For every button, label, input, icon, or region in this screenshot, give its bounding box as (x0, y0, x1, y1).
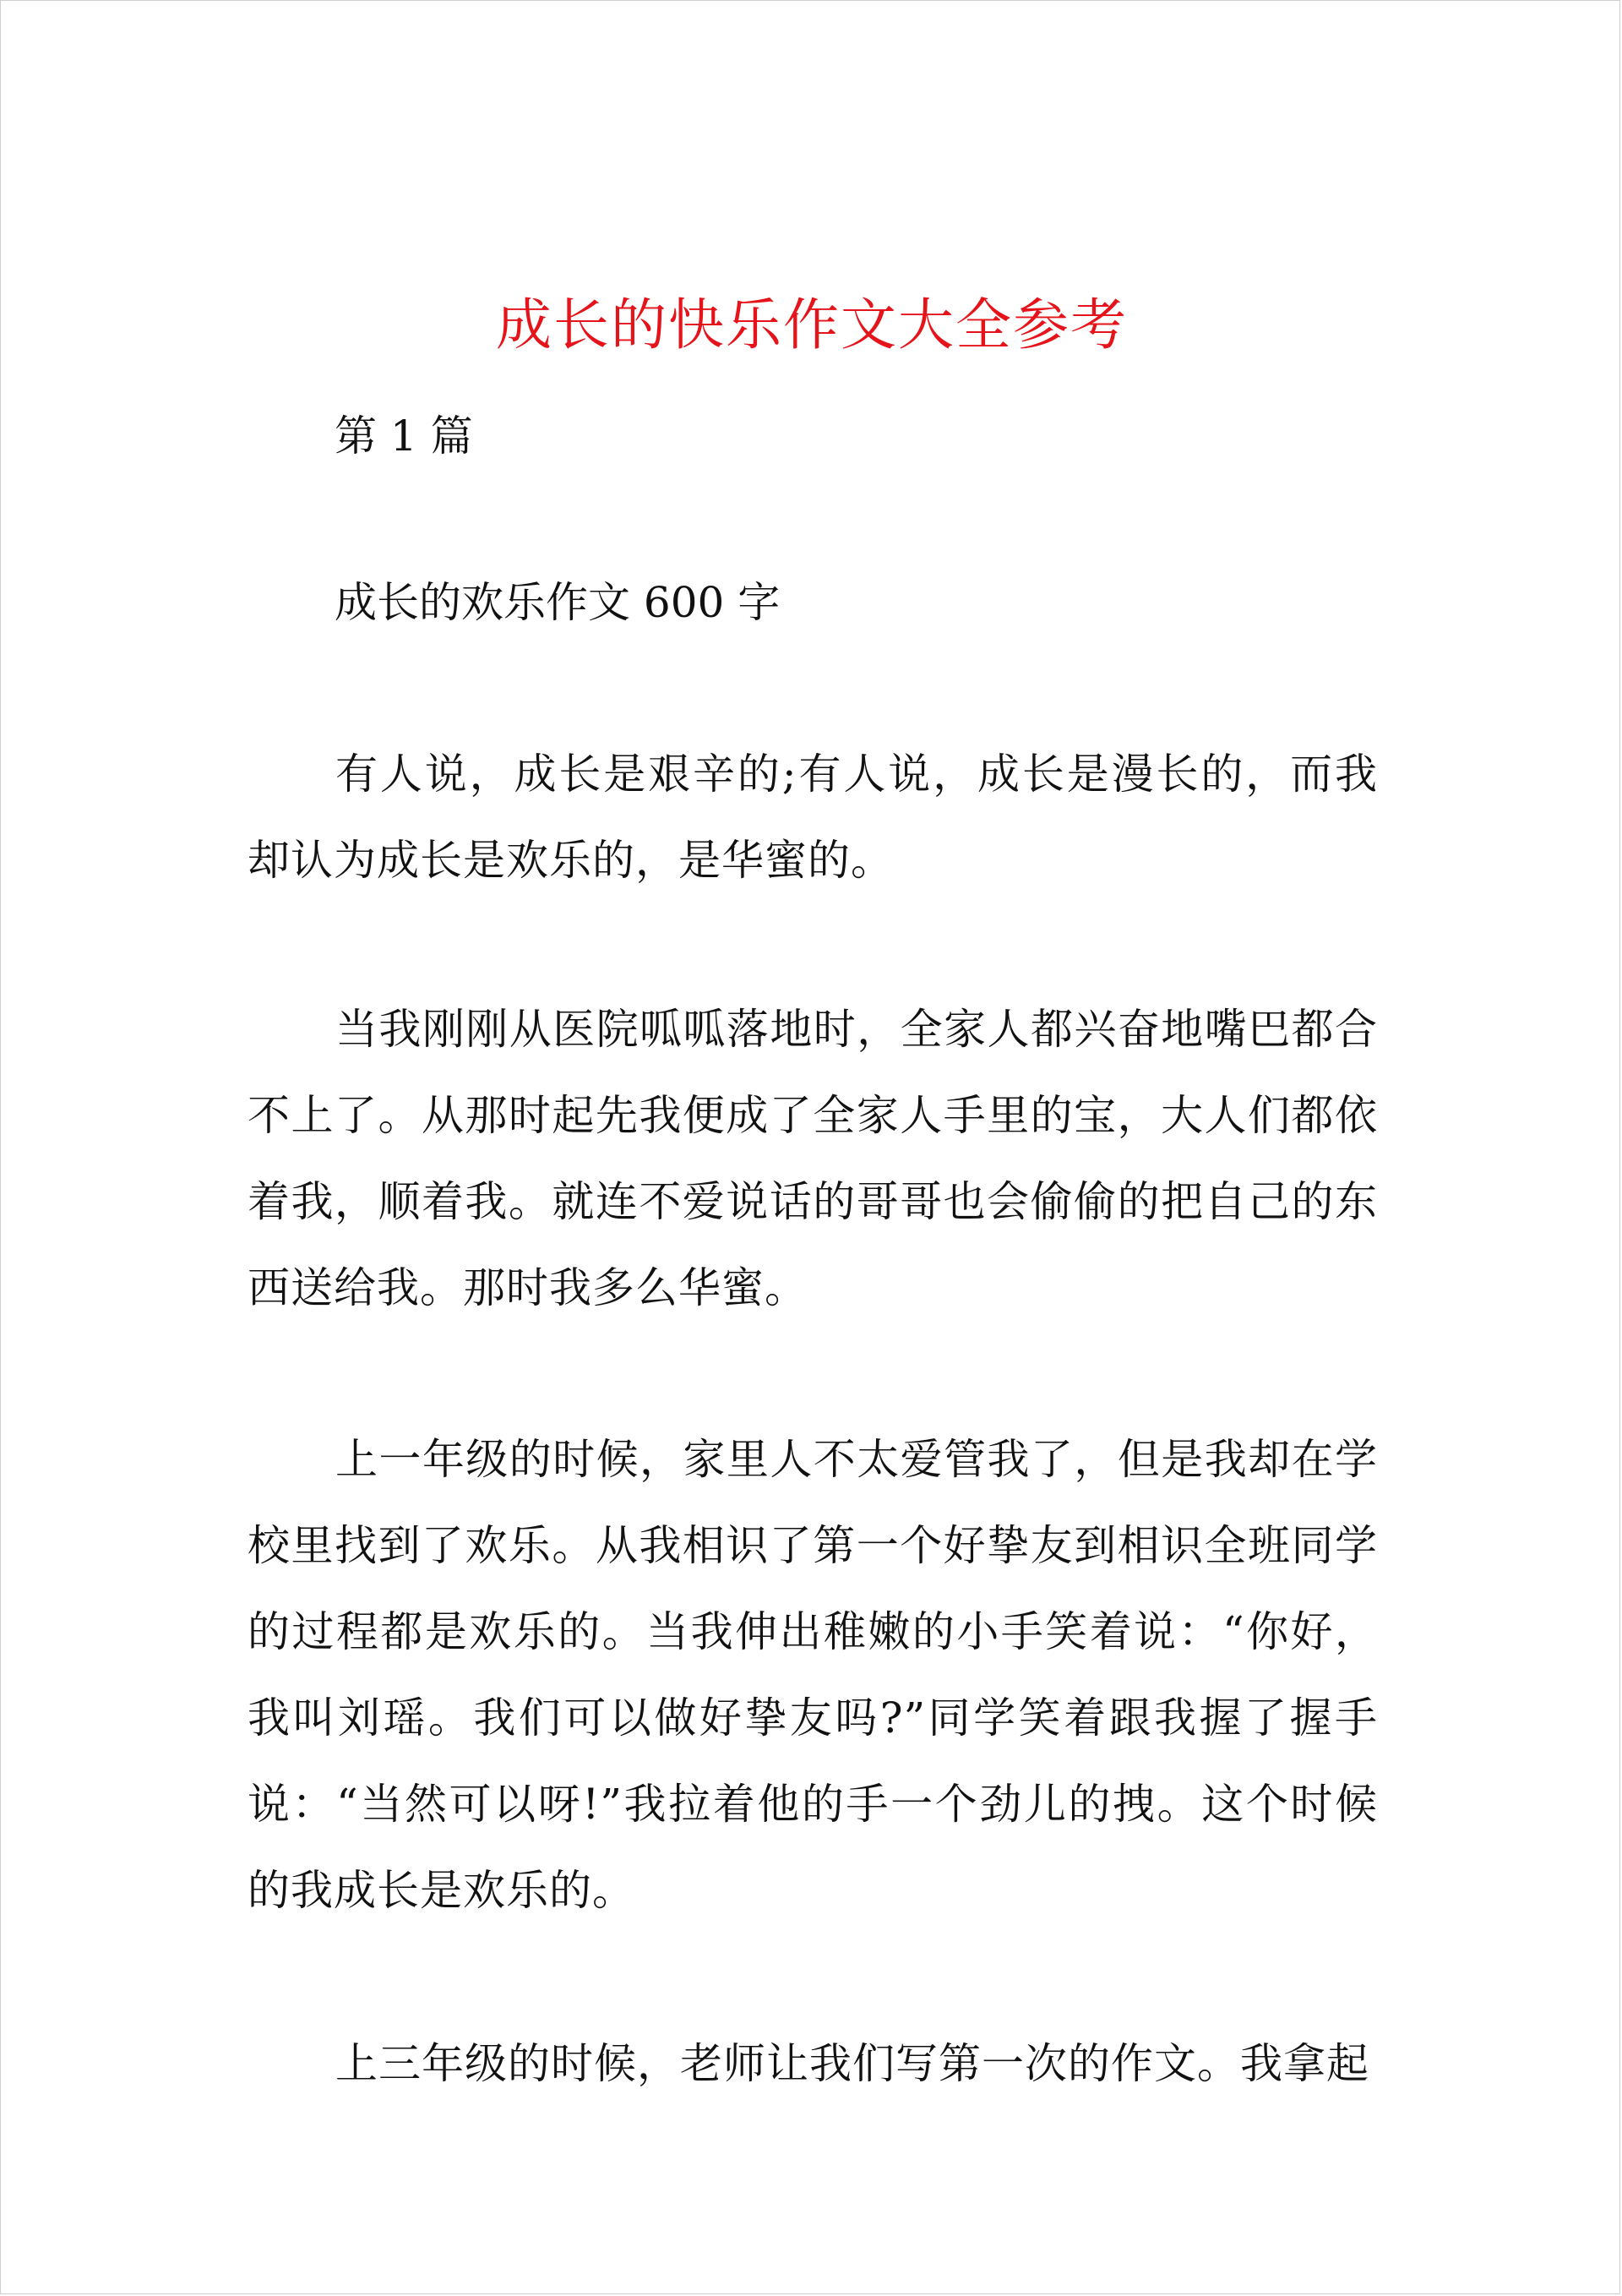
paragraph-4: 上三年级的时候，老师让我们写第一次的作文。我拿起 (335, 2039, 1369, 2088)
document-title: 成长的快乐作文大全参考 (496, 292, 1128, 358)
paragraph-1: 有人说，成长是艰辛的;有人说，成长是漫长的，而我却认为成长是欢乐的，是华蜜的。 (248, 750, 1378, 885)
essay-title: 成长的欢乐作文 600 字 (335, 578, 781, 627)
paragraph-2: 当我刚刚从医院呱呱落地时，全家人都兴奋地嘴巴都合不上了。从那时起先我便成了全家人手里的宝，大人们都依着我，顺着我。就连不爱说话的哥哥也会偷偷的把自己的东西送给我。那时我多么华蜜。 (248, 1005, 1378, 1312)
paragraph-3: 上一年级的时候，家里人不太爱管我了，但是我却在学校里找到了欢乐。从我相识了第一个好挚友到相识全班同学的过程都是欢乐的。当我伸出稚嫩的小手笑着说：“你好，我叫刘瑶。我们可以做好挚友吗?”同学笑着跟我握了握手说：“当然可以呀!”我拉着他的手一个劲儿的拽。这个时候的我成长是欢乐的。 (248, 1435, 1378, 1915)
chapter-label: 第 1 篇 (335, 412, 473, 461)
